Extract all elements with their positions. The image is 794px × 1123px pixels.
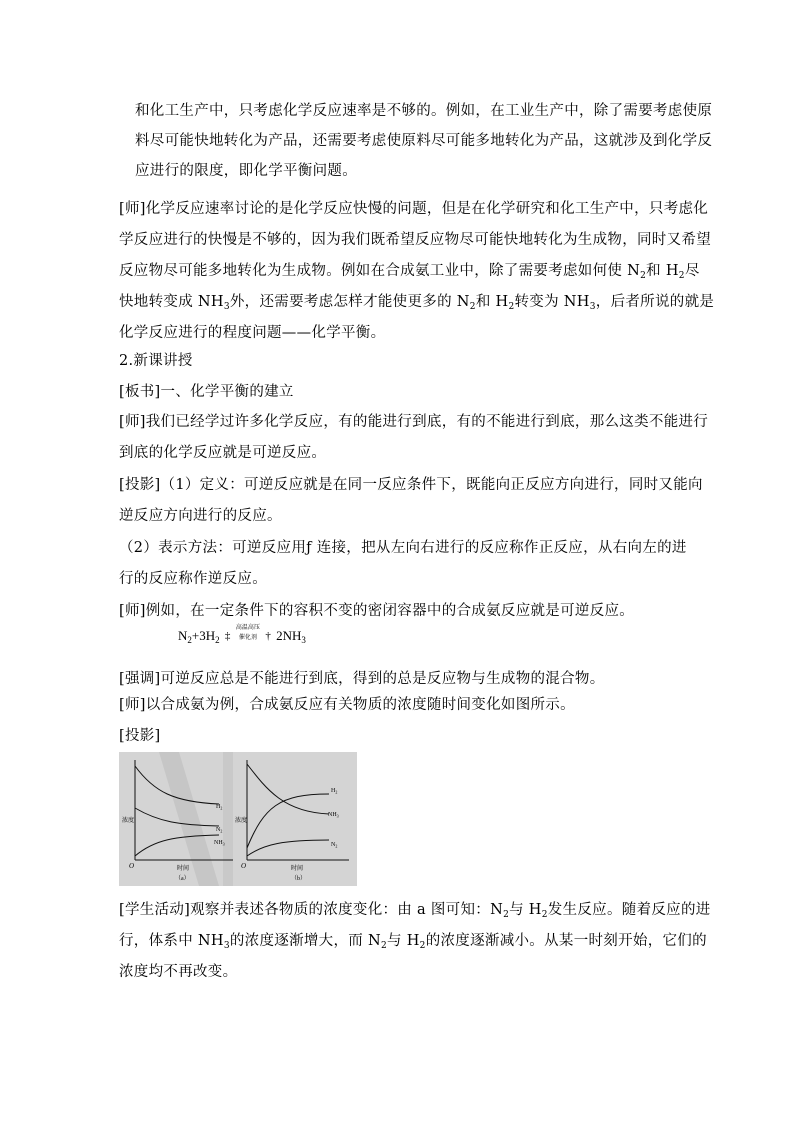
curve-label: $H_2$: [331, 788, 338, 795]
y-axis-label: 浓度: [122, 818, 135, 824]
origin-label: O: [129, 862, 135, 870]
equation-condition-bottom: 催化剂: [238, 635, 257, 641]
curve-label: $NH_3$: [328, 812, 339, 819]
graph-tag: （a）: [175, 876, 190, 882]
paragraph-line: [师]例如，在一定条件下的容积不变的密闭容器中的合成氨反应就是可逆反应。: [119, 603, 635, 619]
paragraph-line: [师]以合成氨为例，合成氨反应有关物质的浓度随时间变化如图所示。: [119, 697, 575, 713]
reversible-arrow-icon: ‡: [224, 630, 231, 642]
paragraph-line: [强调]可逆反应总是不能进行到底，得到的总是反应物与生成物的混合物。: [119, 671, 605, 687]
board-note: [板书]一、化学平衡的建立: [119, 384, 294, 400]
y-axis-label: 浓度: [235, 818, 248, 824]
paragraph-line: 化学反应进行的程度问题——化学平衡。: [119, 325, 386, 341]
paragraph-line: [师]我们已经学过许多化学反应，有的能进行到底，有的不能进行到底，那么这类不能进行: [119, 414, 709, 430]
curve-label: $N_2$: [216, 827, 223, 834]
origin-label: O: [241, 862, 247, 870]
paragraph-line: [投影]（1）定义：可逆反应就是在同一反应条件下，既能向正反应方向进行，同时又能向: [119, 477, 703, 493]
paragraph-line: 快地转变成 $NH_3$外，还需要考虑怎样才能使更多的 $N_2$和 $H_2$转变为 $NH_3$，后者所说的就是: [119, 294, 715, 312]
reversible-arrow-icon: †: [265, 630, 271, 642]
section-heading: 2.新课讲授: [119, 353, 193, 369]
paragraph-line: 学反应进行的快慢是不够的，因为我们既希望反应物尽可能快地转化为生成物，同时又希望: [119, 232, 711, 248]
paragraph-line: 料尽可能快地转化为产品，还需要考虑使原料尽可能多地转化为产品，这就涉及到化学反: [135, 133, 713, 149]
paragraph-line: 应进行的限度，即化学平衡问题。: [135, 163, 357, 179]
paragraph-line: [师]化学反应速率讨论的是化学反应快慢的问题，但是在化学研究和化工生产中，只考虑化: [119, 201, 709, 217]
paragraph-line: 行的反应称作逆反应。: [119, 571, 267, 587]
x-axis-label: 时间: [291, 866, 304, 872]
curve-label: $NH_3$: [214, 840, 225, 847]
paragraph-line: （2）表示方法：可逆反应用ƒ 连接，把从左向右进行的反应称作正反应，从右向左的进: [119, 540, 687, 556]
paragraph-line: 反应物尽可能多地转化为生成物。例如在合成氨工业中，除了需要考虑如何使 $N_2$和 $H_2$尽: [119, 263, 700, 281]
paragraph-line: 和化工生产中，只考虑化学反应速率是不够的。例如，在工业生产中，除了需要考虑使原: [135, 103, 713, 119]
paragraph-line: [学生活动]观察并表述各物质的浓度变化：由 a 图可知：$N_2$与 $H_2$发生反应。随着反应的进: [119, 902, 711, 920]
curve-n2: [247, 840, 329, 856]
chemical-equation: $N_2+3H_2$ ‡ 高温高压 催化剂 † $2NH_3$: [178, 625, 306, 645]
x-axis-label: 时间: [177, 866, 190, 872]
paragraph-line: 浓度均不再改变。: [119, 964, 238, 980]
curve-nh3: [247, 764, 329, 814]
curve-label: $N_2$: [331, 842, 338, 849]
divider-shading: [223, 752, 233, 886]
concentration-time-figure: [119, 752, 357, 886]
equation-condition-top: 高温高压: [235, 625, 260, 631]
graph-b: [235, 760, 349, 882]
figure-svg: [119, 752, 357, 886]
paragraph-line: [投影]: [119, 728, 161, 744]
paragraph-line: 到底的化学反应就是可逆反应。: [119, 445, 327, 461]
paragraph-line: 逆反应方向进行的反应。: [119, 508, 282, 524]
paragraph-line: 行，体系中 $NH_3$的浓度逐渐增大，而 $N_2$与 $H_2$的浓度逐渐减小。从某一时刻开始，它们的: [119, 933, 707, 951]
curve-label: $H_2$: [216, 804, 223, 811]
graph-tag: （b）: [291, 876, 307, 882]
